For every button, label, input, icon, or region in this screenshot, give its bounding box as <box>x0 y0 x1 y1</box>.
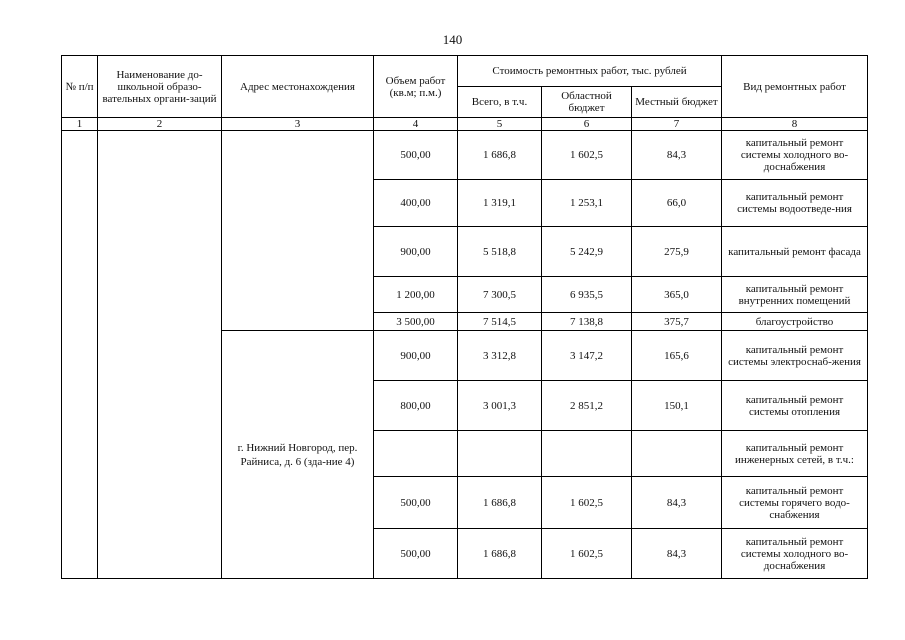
column-number: 5 <box>458 118 542 131</box>
regional-cell: 1 253,1 <box>542 180 632 227</box>
volume-cell: 500,00 <box>374 477 458 529</box>
total-cell: 1 686,8 <box>458 131 542 180</box>
work-type-cell: капитальный ремонт внутренних помещений <box>722 277 868 313</box>
organization-name-cell <box>98 131 222 579</box>
volume-cell: 400,00 <box>374 180 458 227</box>
local-cell: 365,0 <box>632 277 722 313</box>
work-type-cell: капитальный ремонт системы водоотведе-ния <box>722 180 868 227</box>
header-work-volume: Объем работ (кв.м; п.м.) <box>374 56 458 118</box>
work-type-cell: капитальный ремонт фасада <box>722 227 868 277</box>
header-organization-name: Наименование до-школьной образо-вательных органи-заций <box>98 56 222 118</box>
total-cell: 7 514,5 <box>458 313 542 331</box>
work-type-cell: капитальный ремонт инженерных сетей, в т.ч.: <box>722 431 868 477</box>
regional-cell: 6 935,5 <box>542 277 632 313</box>
header-number: № п/п <box>62 56 98 118</box>
volume-cell: 500,00 <box>374 131 458 180</box>
work-type-cell: капитальный ремонт системы холодного во-доснабжения <box>722 529 868 579</box>
total-cell <box>458 431 542 477</box>
header-work-type: Вид ремонтных работ <box>722 56 868 118</box>
column-number-row <box>62 118 868 131</box>
volume-cell: 900,00 <box>374 227 458 277</box>
work-type-cell: капитальный ремонт системы горячего водо-снабжения <box>722 477 868 529</box>
column-number: 3 <box>222 118 374 131</box>
address-cell <box>222 131 374 331</box>
regional-cell: 3 147,2 <box>542 331 632 381</box>
total-cell: 1 319,1 <box>458 180 542 227</box>
regional-cell: 1 602,5 <box>542 477 632 529</box>
total-cell: 1 686,8 <box>458 529 542 579</box>
column-number: 8 <box>722 118 868 131</box>
page-number: 140 <box>442 32 463 47</box>
work-type-cell: капитальный ремонт системы отопления <box>722 381 868 431</box>
regional-cell: 1 602,5 <box>542 131 632 180</box>
volume-cell <box>374 431 458 477</box>
regional-cell: 5 242,9 <box>542 227 632 277</box>
total-cell: 7 300,5 <box>458 277 542 313</box>
local-cell: 275,9 <box>632 227 722 277</box>
work-type-cell: капитальный ремонт системы холодного во-доснабжения <box>722 131 868 180</box>
header-address: Адрес местонахождения <box>222 56 374 118</box>
total-cell: 1 686,8 <box>458 477 542 529</box>
column-number: 2 <box>98 118 222 131</box>
work-type-cell: капитальный ремонт системы электроснаб-жения <box>722 331 868 381</box>
work-type-cell: благоустройство <box>722 313 868 331</box>
column-number: 1 <box>62 118 98 131</box>
header-local-budget: Местный бюджет <box>632 87 722 118</box>
volume-cell: 900,00 <box>374 331 458 381</box>
local-cell: 165,6 <box>632 331 722 381</box>
regional-cell: 1 602,5 <box>542 529 632 579</box>
volume-cell: 800,00 <box>374 381 458 431</box>
header-regional-budget: Областной бюджет <box>542 87 632 118</box>
local-cell: 84,3 <box>632 529 722 579</box>
total-cell: 3 001,3 <box>458 381 542 431</box>
local-cell: 150,1 <box>632 381 722 431</box>
repair-works-table <box>61 55 868 579</box>
local-cell: 375,7 <box>632 313 722 331</box>
column-number: 7 <box>632 118 722 131</box>
regional-cell: 2 851,2 <box>542 381 632 431</box>
total-cell: 3 312,8 <box>458 331 542 381</box>
local-cell: 84,3 <box>632 477 722 529</box>
regional-cell <box>542 431 632 477</box>
header-cost-group: Стоимость ремонтных работ, тыс. рублей <box>458 56 722 87</box>
regional-cell: 7 138,8 <box>542 313 632 331</box>
local-cell: 84,3 <box>632 131 722 180</box>
volume-cell: 1 200,00 <box>374 277 458 313</box>
total-cell: 5 518,8 <box>458 227 542 277</box>
table-row <box>62 131 868 180</box>
local-cell <box>632 431 722 477</box>
column-number: 6 <box>542 118 632 131</box>
volume-cell: 500,00 <box>374 529 458 579</box>
volume-cell: 3 500,00 <box>374 313 458 331</box>
column-number: 4 <box>374 118 458 131</box>
number-cell <box>62 131 98 579</box>
local-cell: 66,0 <box>632 180 722 227</box>
header-total: Всего, в т.ч. <box>458 87 542 118</box>
address-cell: г. Нижний Новгород, пер. Райниса, д. 6 (зда-ние 4) <box>222 331 374 579</box>
